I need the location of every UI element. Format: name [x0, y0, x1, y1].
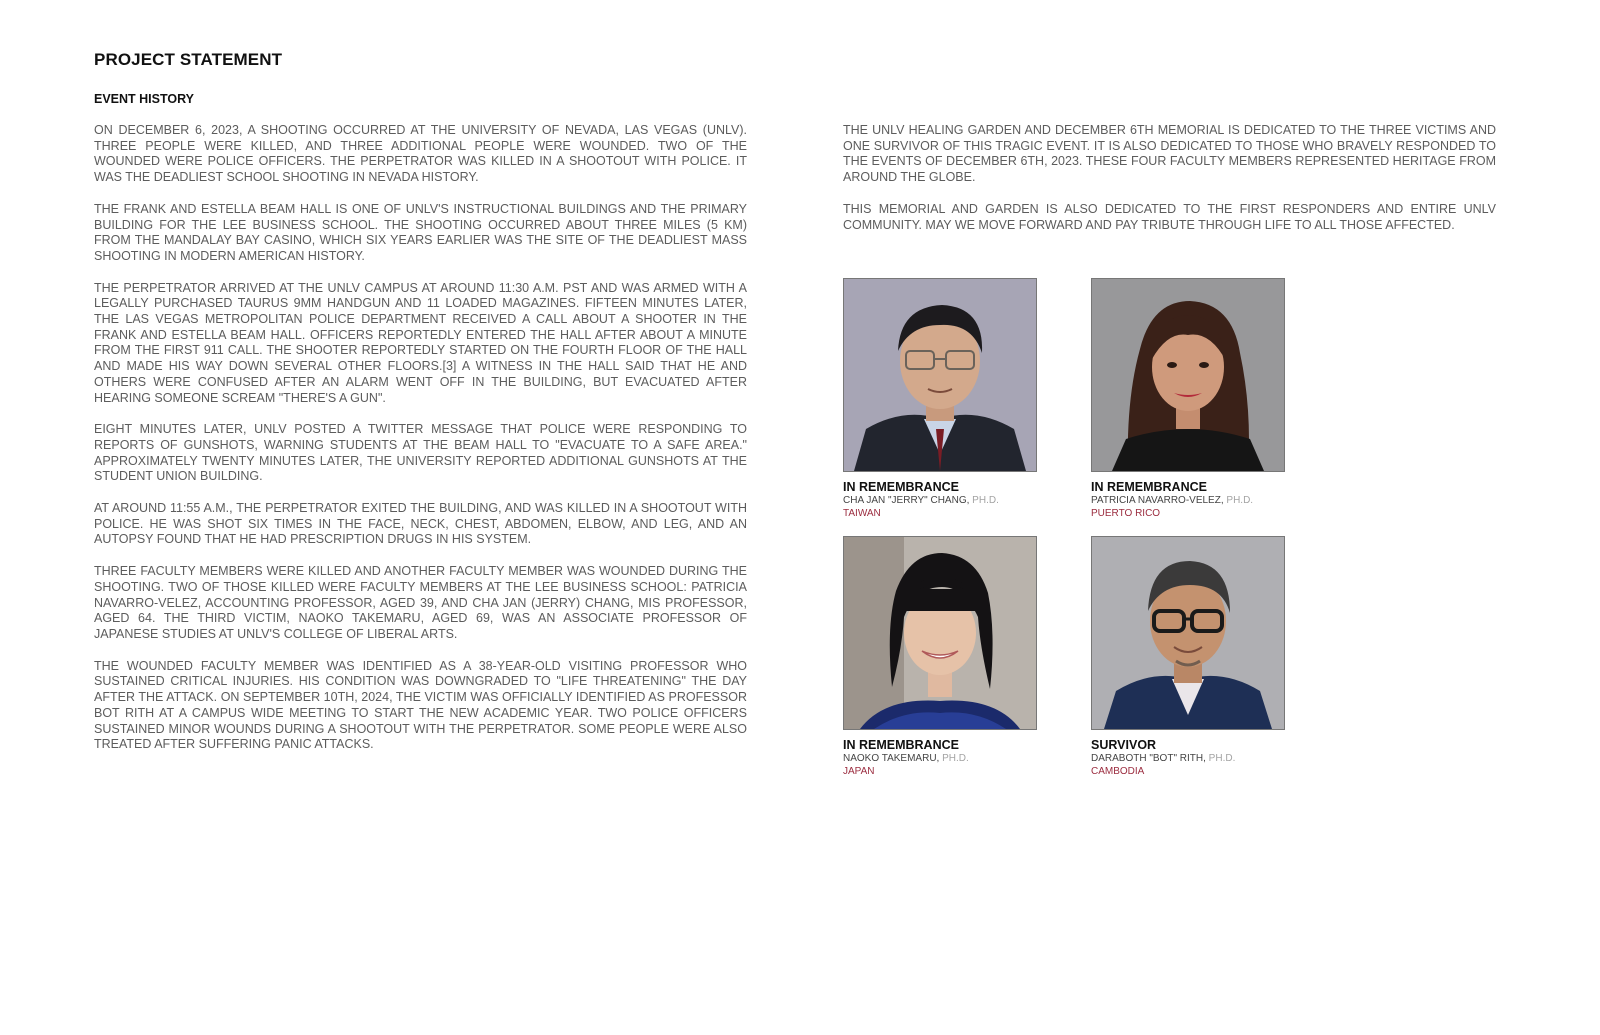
person-name: DARABOTH "BOT" RITH, — [1091, 753, 1206, 764]
paragraph: THE WOUNDED FACULTY MEMBER WAS IDENTIFIED AS A 38-YEAR-OLD VISITING PROFESSOR WHO SUSTAINED CRITICAL INJURIES. HIS CONDITION WAS DOWNGRADED TO "LIFE THREATENING" THE DAY AFTER THE ATTACK. ON SEPTEMBER 10TH, 2024, THE VICTIM WAS OFFICIALLY IDENTIFIED AS PROFESSOR BOT RITH AT A CAMPUS WIDE MEETING TO START THE NEW ACADEMIC YEAR. TWO POLICE OFFICERS SUSTAINED MINOR WOUNDS DURING A SHOOTOUT WITH THE PERPETRATOR. SOME PEOPLE WERE ALSO TREATED AFTER SUFFERING PANIC ATTACKS. — [94, 658, 747, 752]
person-degree: PH.D. — [1226, 495, 1254, 506]
event-history-column — [94, 123, 747, 769]
person-name: CHA JAN "JERRY" CHANG, — [843, 495, 970, 506]
person-card-navarro-velez — [1091, 278, 1285, 520]
paragraph: THREE FACULTY MEMBERS WERE KILLED AND ANOTHER FACULTY MEMBER WAS WOUNDED DURING THE SHOOTING. TWO OF THOSE KILLED WERE FACULTY MEMBERS AT THE LEE BUSINESS SCHOOL: PATRICIA NAVARRO-VELEZ, ACCOUNTING PROFESSOR, AGED 39, AND CHA JAN (JERRY) CHANG, MIS PROFESSOR, AGED 64. THE THIRD VICTIM, NAOKO TAKEMARU, AGED 69, WAS AN ASSOCIATE PROFESSOR OF JAPANESE STUDIES AT UNLV'S COLLEGE OF LIBERAL ARTS. — [94, 564, 747, 641]
card-status: IN REMEMBRANCE — [843, 480, 959, 494]
portrait-photo — [1091, 278, 1285, 472]
card-country: JAPAN — [843, 765, 875, 777]
page-title: PROJECT STATEMENT — [94, 50, 283, 69]
card-status: IN REMEMBRANCE — [843, 738, 959, 752]
card-name — [843, 753, 1037, 766]
card-name — [1091, 753, 1285, 766]
dedication-column — [843, 123, 1496, 249]
paragraph: THE PERPETRATOR ARRIVED AT THE UNLV CAMPUS AT AROUND 11:30 A.M. PST AND WAS ARMED WITH A LEGALLY PURCHASED TAURUS 9MM HANDGUN AND 11 LOADED MAGAZINES. FIFTEEN MINUTES LATER, THE LAS VEGAS METROPOLITAN POLICE DEPARTMENT RECEIVED A CALL ABOUT A SHOOTER IN THE FRANK AND ESTELLA BEAM HALL. OFFICERS REPORTEDLY ENTERED THE HALL AFTER ABOUT A MINUTE FROM THE FIRST 911 CALL. THE SHOOTER REPORTEDLY STARTED ON THE FOURTH FLOOR OF THE HALL AND MADE HIS WAY DOWN SEVERAL OTHER FLOORS.[3] A WITNESS IN THE HALL SAID THAT HE AND OTHERS WERE CONFUSED AFTER AN ALARM WENT OFF IN THE BUILDING, BUT EVACUATED AFTER HEARING SOMEONE SCREAM "THERE'S A GUN". — [94, 280, 747, 405]
paragraph: THE FRANK AND ESTELLA BEAM HALL IS ONE OF UNLV'S INSTRUCTIONAL BUILDINGS AND THE PRIMARY BUILDING FOR THE LEE BUSINESS SCHOOL. THE SHOOTING OCCURRED ABOUT THREE MILES (5 KM) FROM THE MANDALAY BAY CASINO, WHICH SIX YEARS EARLIER WAS THE SITE OF THE DEADLIEST MASS SHOOTING IN MODERN AMERICAN HISTORY. — [94, 201, 747, 263]
card-status: IN REMEMBRANCE — [1091, 480, 1207, 494]
person-degree: PH.D. — [942, 753, 969, 764]
person-name: PATRICIA NAVARRO-VELEZ, — [1091, 495, 1224, 506]
card-status: SURVIVOR — [1091, 738, 1157, 752]
card-country: TAIWAN — [843, 507, 881, 519]
paragraph: EIGHT MINUTES LATER, UNLV POSTED A TWITTER MESSAGE THAT POLICE WERE RESPONDING TO REPORTS OF GUNSHOTS, WARNING STUDENTS AT THE BEAM HALL TO "EVACUATE TO A SAFE AREA." APPROXIMATELY TWENTY MINUTES LATER, THE UNIVERSITY REPORTED ADDITIONAL GUNSHOTS AT THE STUDENT UNION BUILDING. — [94, 422, 747, 484]
paragraph: ON DECEMBER 6, 2023, A SHOOTING OCCURRED AT THE UNIVERSITY OF NEVADA, LAS VEGAS (UNLV). THREE PEOPLE WERE KILLED, AND THREE ADDITIONAL PEOPLE WERE WOUNDED. TWO OF THE WOUNDED WERE POLICE OFFICERS. THE PERPETRATOR WAS KILLED IN A SHOOTOUT WITH POLICE. IT WAS THE DEADLIEST SCHOOL SHOOTING IN NEVADA HISTORY. — [94, 123, 747, 185]
paragraph: THIS MEMORIAL AND GARDEN IS ALSO DEDICATED TO THE FIRST RESPONDERS AND ENTIRE UNLV COMMUNITY. MAY WE MOVE FORWARD AND PAY TRIBUTE THROUGH LIFE TO ALL THOSE AFFECTED. — [843, 201, 1496, 232]
person-name: NAOKO TAKEMARU, — [843, 753, 940, 764]
person-card-takemaru — [843, 536, 1037, 778]
card-name — [1091, 495, 1285, 508]
portrait-photo — [1091, 536, 1285, 730]
section-heading: EVENT HISTORY — [94, 92, 195, 106]
person-card-rith — [1091, 536, 1285, 778]
card-country: PUERTO RICO — [1091, 507, 1161, 519]
card-name — [843, 495, 1037, 508]
portrait-photo — [843, 278, 1037, 472]
portrait-photo — [843, 536, 1037, 730]
person-degree: PH.D. — [972, 495, 999, 506]
card-country: CAMBODIA — [1091, 765, 1145, 777]
person-card-chang — [843, 278, 1037, 520]
paragraph: THE UNLV HEALING GARDEN AND DECEMBER 6TH MEMORIAL IS DEDICATED TO THE THREE VICTIMS AND ONE SURVIVOR OF THIS TRAGIC EVENT. IT IS ALSO DEDICATED TO THOSE WHO BRAVELY RESPONDED TO THE EVENTS OF DECEMBER 6TH, 2023. THESE FOUR FACULTY MEMBERS REPRESENTED HERITAGE FROM AROUND THE GLOBE. — [843, 123, 1496, 185]
person-degree: PH.D. — [1208, 753, 1236, 764]
paragraph: AT AROUND 11:55 A.M., THE PERPETRATOR EXITED THE BUILDING, AND WAS KILLED IN A SHOOTOUT WITH POLICE. HE WAS SHOT SIX TIMES IN THE FACE, NECK, CHEST, ABDOMEN, ELBOW, AND LEG, AND AN AUTOPSY FOUND THAT HE HAD PRESCRIPTION DRUGS IN HIS SYSTEM. — [94, 501, 747, 547]
